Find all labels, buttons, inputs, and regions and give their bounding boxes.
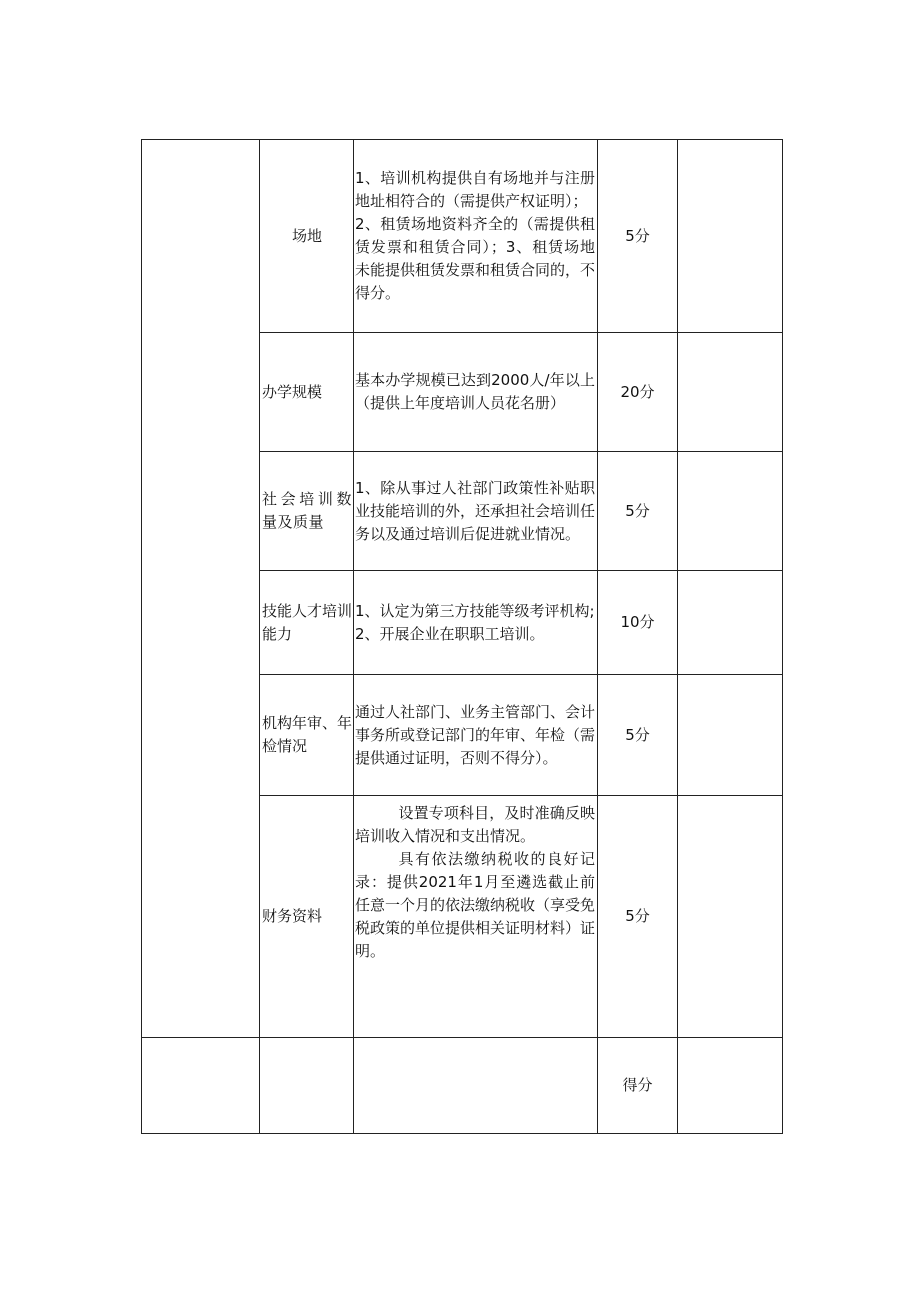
item-cell [260, 571, 354, 675]
criteria-cell [354, 452, 598, 571]
criteria-cell [354, 675, 598, 796]
remarks-cell [678, 452, 783, 571]
criteria-line: 1、培训机构提供自有场地并与注册地址相符合的（需提供产权证明）； [355, 169, 595, 210]
total-score-label: 得分 [622, 1076, 653, 1094]
criteria-line: 设置专项科目，及时准确反映培训收入情况和支出情况。 [355, 804, 595, 845]
category-cell [142, 140, 260, 1038]
criteria-line: 基本办学规模已达到2000人/年以上（提供上年度培训人员花名册） [355, 371, 595, 412]
total-score-cell [598, 1038, 678, 1134]
remarks-cell [678, 796, 783, 1038]
criteria-line: 1、认定为第三方技能等级考评机构; [355, 601, 595, 620]
criteria-line: 通过人社部门、业务主管部门、会计事务所或登记部门的年审、年检（需提供通过证明，否则不得分）。 [355, 702, 596, 767]
criteria-cell [354, 333, 598, 452]
total-remarks-cell [678, 1038, 783, 1134]
total-criteria-cell [354, 1038, 598, 1134]
criteria-cell [354, 140, 598, 333]
total-row [142, 1038, 783, 1134]
criteria-text [354, 369, 597, 415]
total-item-cell [260, 1038, 354, 1134]
score-value: 5分 [625, 725, 650, 744]
score-cell [598, 796, 678, 1038]
item-cell [260, 452, 354, 571]
score-cell [598, 571, 678, 675]
item-label: 办学规模 [262, 382, 323, 401]
item-label: 机构年审、年检情况 [262, 714, 353, 755]
score-value: 5分 [625, 501, 650, 520]
table-row [142, 140, 783, 333]
remarks-cell [678, 571, 783, 675]
remarks-cell [678, 140, 783, 333]
item-label: 场地 [291, 226, 322, 245]
criteria-text [354, 167, 597, 305]
score-value: 20分 [620, 382, 655, 401]
criteria-text [354, 802, 597, 963]
criteria-cell [354, 796, 598, 1038]
score-value: 5分 [625, 907, 650, 925]
remarks-cell [678, 675, 783, 796]
item-cell [260, 333, 354, 452]
criteria-cell [354, 571, 598, 675]
scoring-table [141, 139, 783, 1134]
criteria-text [354, 600, 597, 646]
criteria-line: 2、开展企业在职职工培训。 [355, 624, 545, 643]
item-cell [260, 140, 354, 333]
criteria-text [354, 701, 597, 770]
remarks-cell [678, 333, 783, 452]
item-cell [260, 796, 354, 1038]
criteria-text [354, 477, 597, 546]
item-label: 财务资料 [262, 907, 323, 925]
score-value: 5分 [625, 226, 650, 245]
score-cell [598, 452, 678, 571]
score-cell [598, 675, 678, 796]
total-category-cell [142, 1038, 260, 1134]
item-cell [260, 675, 354, 796]
criteria-line: 2、租赁场地资料齐全的（需提供租赁发票和租赁合同）；3、租赁场地未能提供租赁发票和租赁合同的，不得分。 [355, 215, 596, 302]
score-cell [598, 333, 678, 452]
item-label: 社会培训数量及质量 [262, 490, 352, 531]
criteria-line: 1、除从事过人社部门政策性补贴职业技能培训的外，还承担社会培训任务以及通过培训后促进就业情况。 [355, 478, 596, 543]
score-cell [598, 140, 678, 333]
score-value: 10分 [620, 613, 655, 631]
item-label: 技能人才培训能力 [262, 601, 353, 643]
criteria-line: 具有依法缴纳税收的良好记录：提供2021年1月至遴选截止前任意一个月的依法缴纳税收（享受免税政策的单位提供相关证明材料）证明。 [355, 850, 596, 960]
